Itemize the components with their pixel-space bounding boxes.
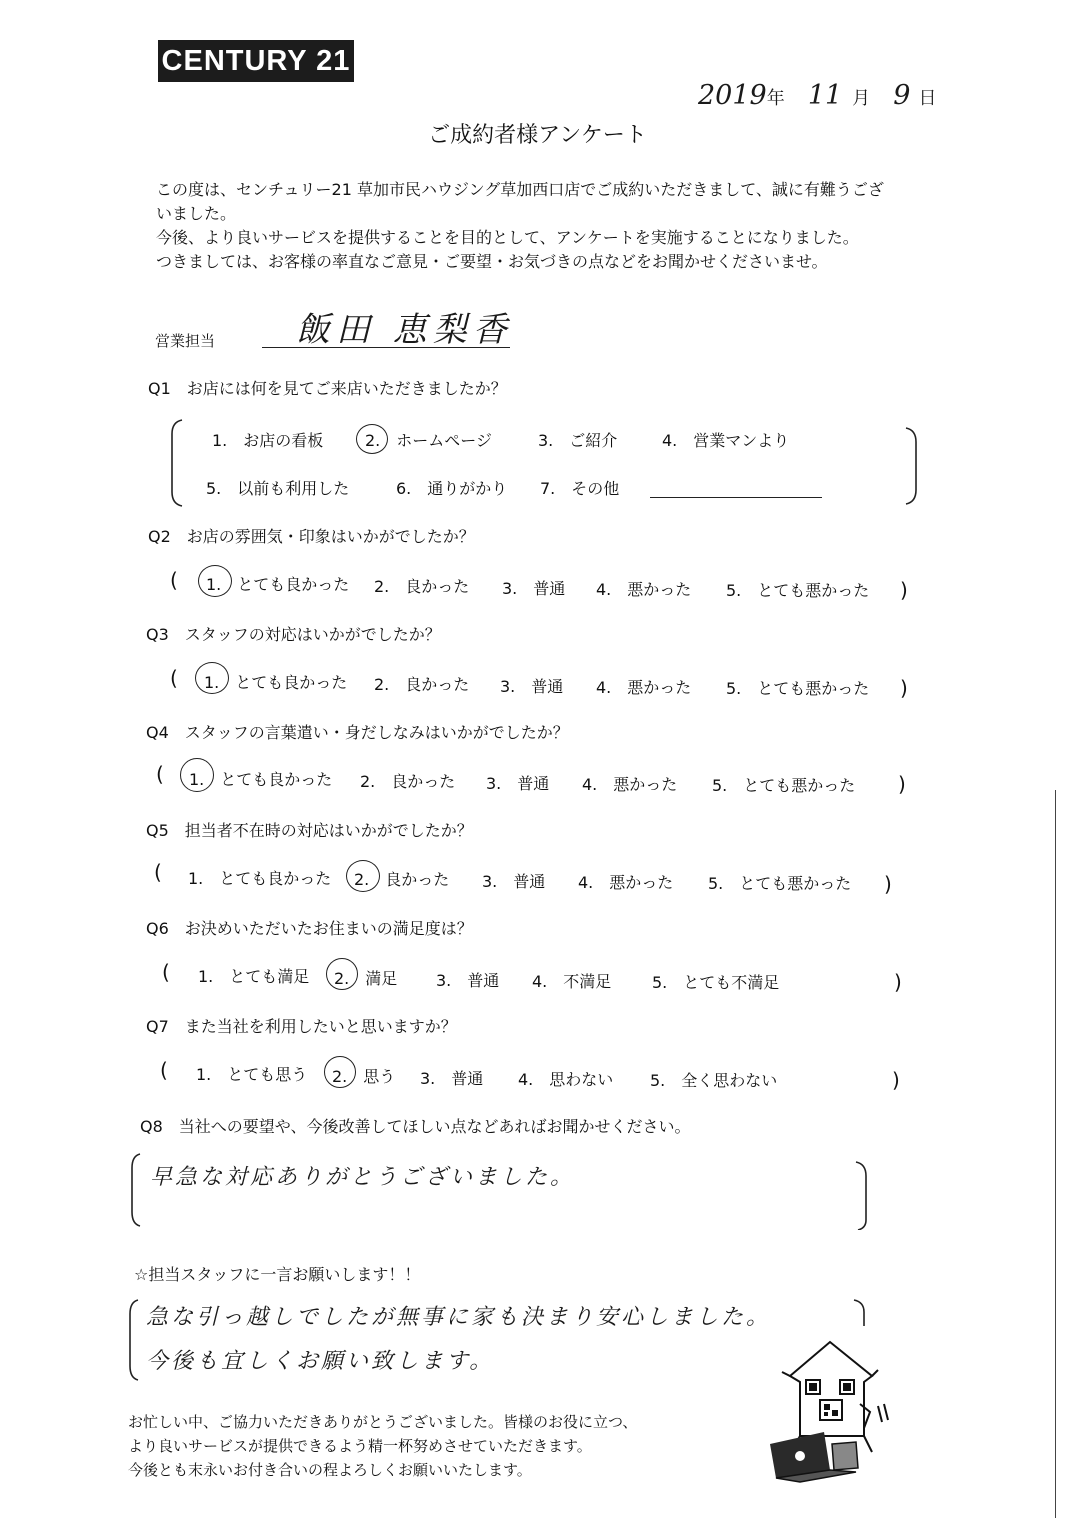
q5-option-4: 4. 悪かった: [578, 873, 674, 892]
q6-text: Q6 お決めいただいたお住まいの満足度は？: [146, 919, 473, 938]
century21-logo: CENTURY 21: [158, 40, 354, 82]
q2-text: Q2 お店の雰囲気・印象はいかがでしたか？: [148, 527, 475, 546]
q7-text: Q7 また当社を利用したいと思いますか？: [146, 1017, 457, 1036]
intro-text: [156, 178, 916, 274]
q1-other-underline: [650, 497, 822, 498]
q3-option-1: 1. とても良かった: [204, 673, 348, 692]
q6-close-paren: ): [894, 970, 902, 994]
q5-close-paren: ): [884, 872, 892, 896]
q2-option-5: 5. とても悪かった: [726, 581, 870, 600]
q3-option-3: 3. 普通: [500, 677, 564, 696]
q2-option-4: 4. 悪かった: [596, 580, 692, 599]
date-day-unit: 日: [918, 88, 937, 109]
q5-option-3: 3. 普通: [482, 872, 546, 891]
q1-option-3: 3. ご紹介: [538, 431, 618, 450]
q4-option-1: 1. とても良かった: [189, 770, 333, 789]
q7-option-3: 3. 普通: [420, 1069, 484, 1088]
q3-close-paren: ): [900, 676, 908, 700]
staff-message-answer-line-2: 今後も宜しくお願い致します。: [146, 1349, 495, 1374]
intro-line: 今後、より良いサービスを提供することを目的として、アンケートを実施することになりました。: [156, 228, 859, 247]
q2-option-2: 2. 良かった: [374, 577, 470, 596]
q1-option-5: 5. 以前も利用した: [206, 479, 350, 498]
q1-option-7: 7. その他: [540, 479, 620, 498]
footer-text: [128, 1410, 637, 1482]
q4-close-paren: ): [898, 772, 906, 796]
q4-text: Q4 スタッフの言葉遣い・身だしなみはいかがでしたか？: [146, 723, 569, 742]
laptop-icon: [770, 1432, 858, 1482]
q4-option-4: 4. 悪かった: [582, 775, 678, 794]
q8-text: Q8 当社への要望や、今後改善してほしい点などあればお聞かせください。: [140, 1117, 691, 1136]
q7-option-2: 2. 思う: [332, 1067, 396, 1086]
date-year-unit: 年: [766, 88, 785, 109]
q5-option-2: 2. 良かった: [354, 870, 450, 889]
footer-line: より良いサービスが提供できるよう精一杯努めさせていただきます。: [128, 1437, 592, 1455]
q1-option-2: 2. ホームページ: [365, 431, 492, 450]
q2-option-3: 3. 普通: [502, 579, 566, 598]
intro-line: いました。: [156, 204, 237, 223]
q1-option-1: 1. お店の看板: [212, 431, 324, 450]
q1-option-6: 6. 通りがかり: [396, 479, 508, 498]
q4-option-2: 2. 良かった: [360, 772, 456, 791]
q6-option-3: 3. 普通: [436, 971, 500, 990]
q6-option-5: 5. とても不満足: [652, 973, 780, 992]
q2-open-paren: (: [170, 568, 178, 592]
q7-option-5: 5. 全く思わない: [650, 1071, 778, 1090]
q3-option-2: 2. 良かった: [374, 675, 470, 694]
q5-option-5: 5. とても悪かった: [708, 874, 852, 893]
q8-answer: 早急な対応ありがとうございました。: [150, 1165, 576, 1190]
q5-open-paren: (: [154, 860, 162, 884]
sales-rep-label: 営業担当: [155, 332, 216, 350]
q2-close-paren: ): [900, 578, 908, 602]
q6-option-4: 4. 不満足: [532, 972, 612, 991]
survey-title: ご成約者様アンケート: [428, 123, 647, 148]
footer-line: お忙しい中、ご協力いただきありがとうございました。皆様のお役に立つ、: [128, 1413, 638, 1431]
q3-open-paren: (: [170, 666, 178, 690]
footer-line: 今後とも末永いお付き合いの程よろしくお願いいたします。: [128, 1461, 532, 1479]
q7-close-paren: ): [892, 1068, 900, 1092]
date-day: 9: [893, 80, 911, 111]
q1-option-4: 4. 営業マンより: [662, 431, 790, 450]
q4-option-3: 3. 普通: [486, 774, 550, 793]
q7-option-4: 4. 思わない: [518, 1070, 614, 1089]
q6-open-paren: (: [162, 960, 170, 984]
date-month: 11: [807, 80, 843, 111]
date-month-unit: 月: [852, 88, 871, 109]
date-year: 2019: [698, 80, 767, 111]
q6-option-1: 1. とても満足: [198, 967, 310, 986]
q3-text: Q3 スタッフの対応はいかがでしたか？: [146, 625, 441, 644]
q3-option-5: 5. とても悪かった: [726, 679, 870, 698]
intro-line: この度は、センチュリー21 草加市民ハウジング草加西口店でご成約いただきまして、誠に有難うござ: [156, 180, 884, 199]
q5-option-1: 1. とても良かった: [188, 869, 332, 888]
q7-option-1: 1. とても思う: [196, 1065, 308, 1084]
q5-text: Q5 担当者不在時の対応はいかがでしたか？: [146, 821, 473, 840]
survey-date: [698, 80, 936, 111]
q3-option-4: 4. 悪かった: [596, 678, 692, 697]
q7-open-paren: (: [160, 1058, 168, 1082]
q2-option-1: 1. とても良かった: [206, 575, 350, 594]
q1-text: Q1 お店には何を見てご来店いただきましたか？: [148, 379, 507, 398]
intro-line: つきましては、お客様の率直なご意見・ご要望・お気づきの点などをお聞かせくださいませ。: [156, 252, 828, 271]
staff-message-text: ☆担当スタッフに一言お願いします！！: [134, 1265, 421, 1284]
q4-option-5: 5. とても悪かった: [712, 776, 856, 795]
q4-open-paren: (: [156, 762, 164, 786]
house-mascot-illustration: [760, 1336, 900, 1486]
scan-edge-line: [1055, 790, 1056, 1518]
staff-message-answer-line-1: 急な引っ越しでしたが無事に家も決まり安心しました。: [146, 1305, 772, 1330]
sales-rep-name: 飯田 恵梨香: [296, 310, 513, 350]
q6-option-2: 2. 満足: [334, 969, 398, 988]
